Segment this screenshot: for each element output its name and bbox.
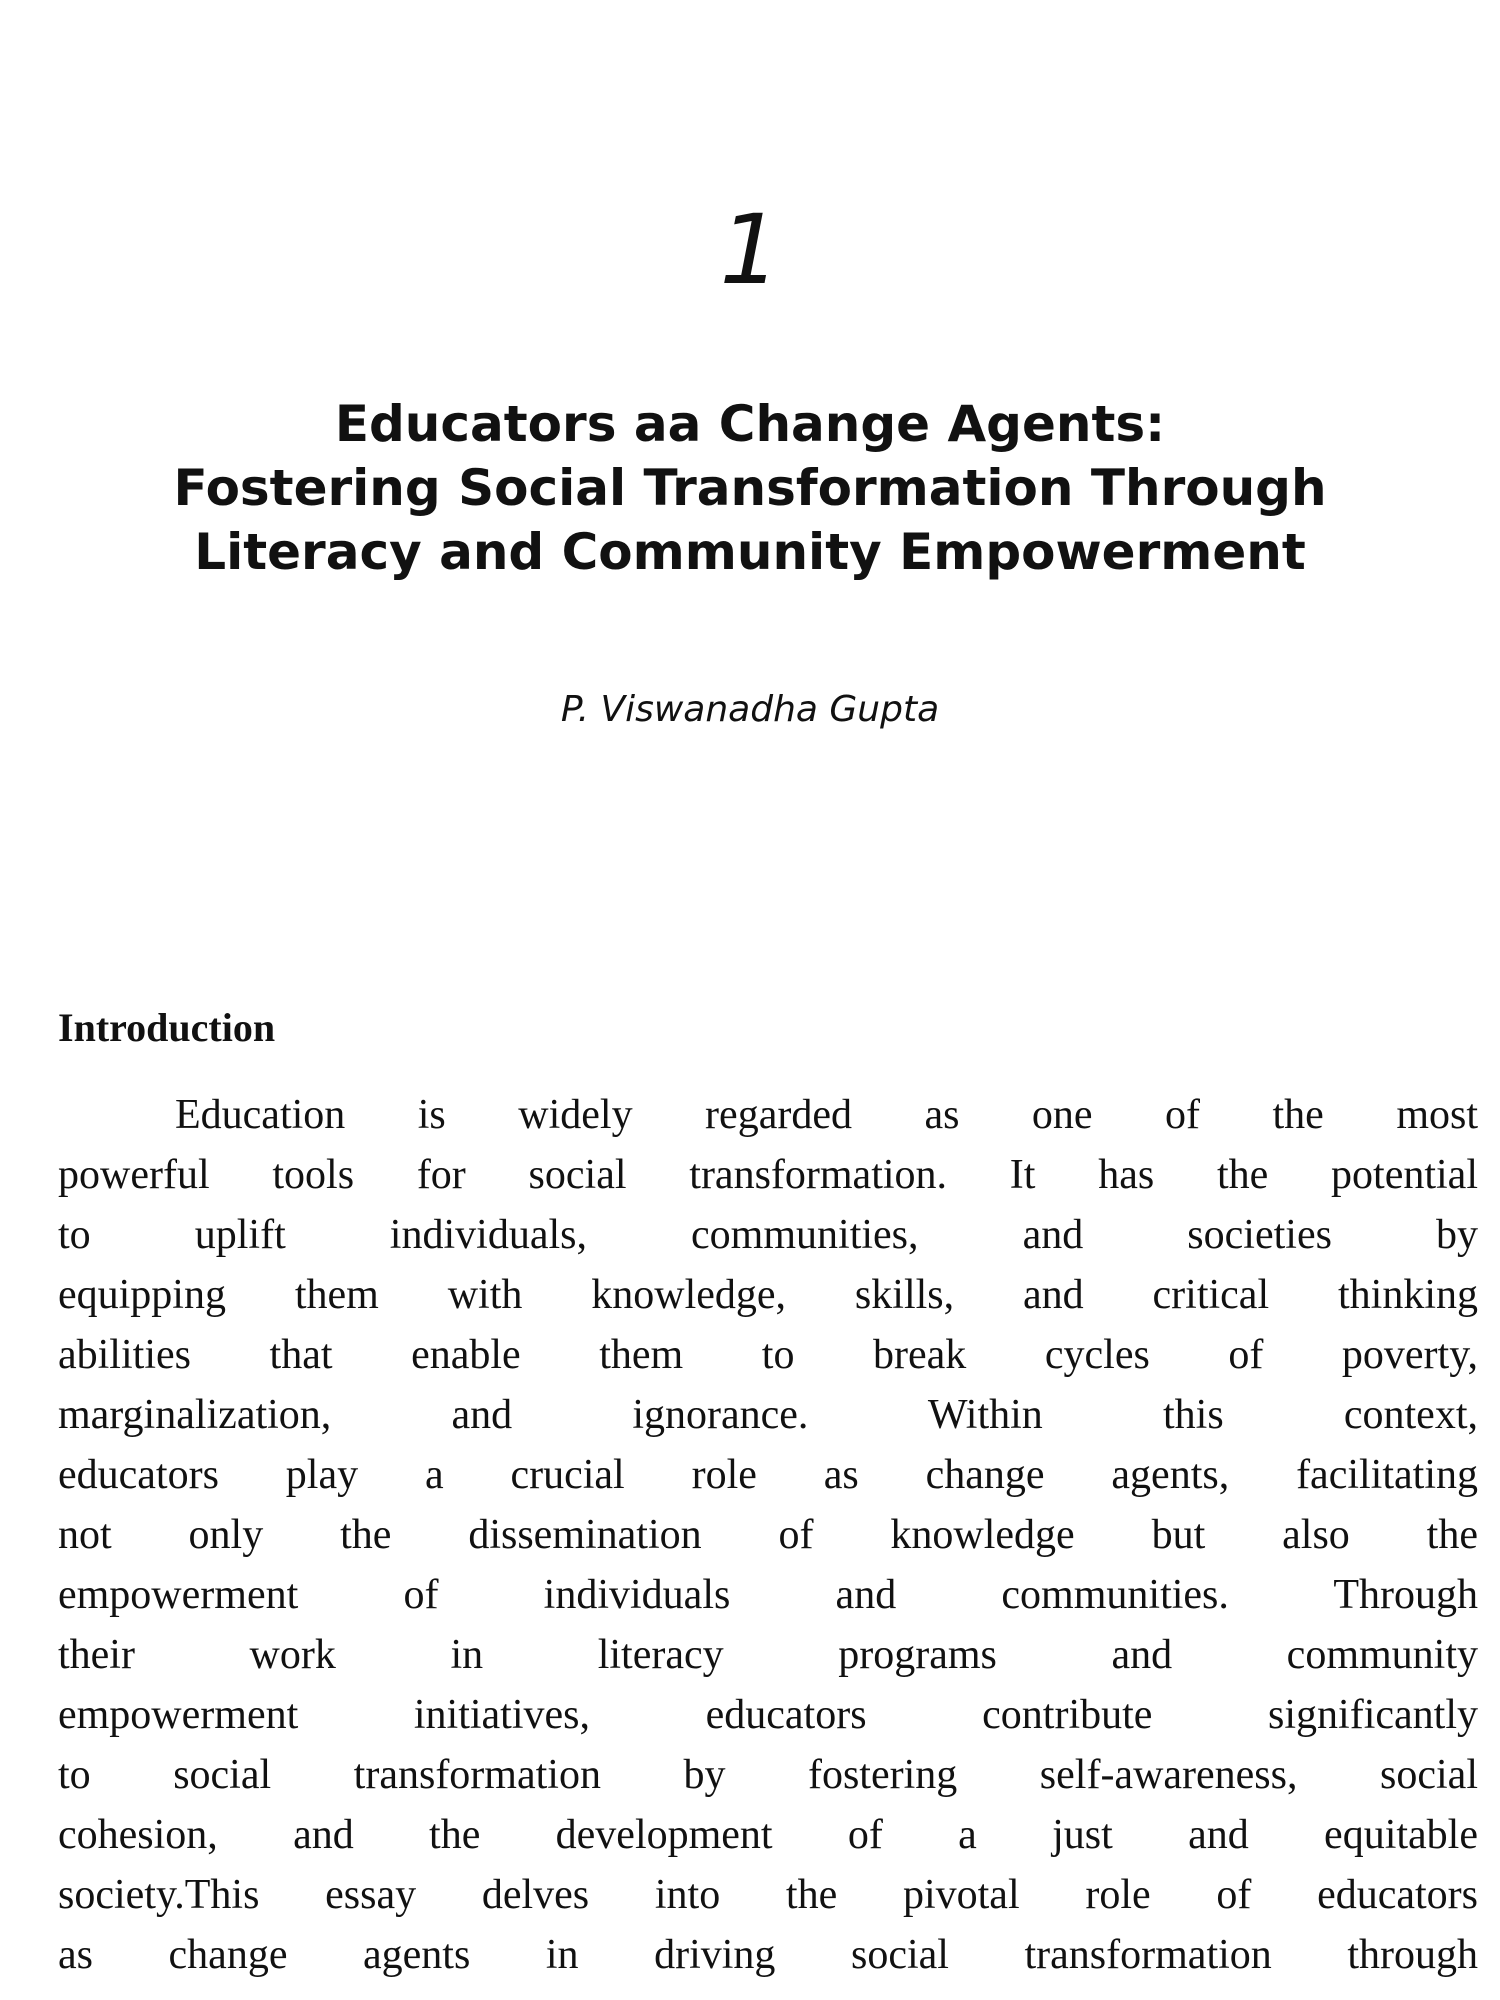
author-name: P. Viswanadha Gupta [560, 689, 940, 730]
body-paragraph [58, 1085, 1478, 1985]
paragraph-line: society.This essay delves into the pivotal role of educators [58, 1872, 1478, 1918]
chapter-title-line: Literacy and Community Empowerment [194, 523, 1306, 581]
paragraph-line: Education is widely regarded as one of the most [175, 1092, 1478, 1138]
paragraph-line: to social transformation by fostering self-awareness, social [58, 1752, 1478, 1798]
paragraph-line: marginalization, and ignorance. Within this context, [58, 1392, 1478, 1438]
chapter-title [100, 392, 1400, 584]
paragraph-line: cohesion, and the development of a just and equitable [58, 1812, 1478, 1858]
paragraph-line: to uplift individuals, communities, and societies by [58, 1212, 1478, 1258]
chapter-title-line: Educators aa Change Agents: [334, 395, 1166, 453]
paragraph-line: as change agents in driving social transformation through [58, 1932, 1478, 1978]
paragraph-line: powerful tools for social transformation. It has the potential [58, 1152, 1478, 1198]
section-heading: Introduction [58, 1005, 276, 1050]
paragraph-line: educators play a crucial role as change agents, facilitating [58, 1452, 1478, 1498]
paragraph-line: abilities that enable them to break cycles of poverty, [58, 1332, 1478, 1378]
chapter-title-line: Fostering Social Transformation Through [173, 459, 1327, 517]
paragraph-line: equipping them with knowledge, skills, and critical thinking [58, 1272, 1478, 1318]
paragraph-line: not only the dissemination of knowledge but also the [58, 1512, 1478, 1558]
chapter-number: 1 [719, 194, 781, 306]
paragraph-line: empowerment initiatives, educators contribute significantly [58, 1692, 1478, 1738]
paragraph-line: empowerment of individuals and communities. Through [58, 1572, 1478, 1618]
paragraph-line: their work in literacy programs and community [58, 1632, 1478, 1678]
